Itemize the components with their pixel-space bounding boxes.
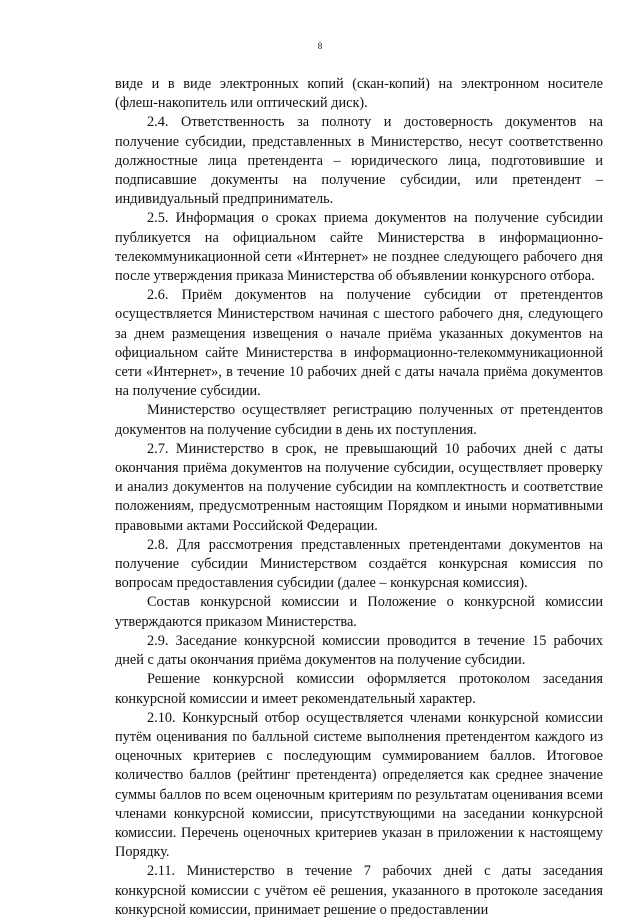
page-number: 8: [317, 41, 323, 51]
paragraph-2-8: 2.8. Для рассмотрения представленных претендентами документов на получение субсидии Министерством создаётся конкурсная комиссия по вопросам предоставления субсидии (далее – конкурсная комиссия).: [115, 536, 603, 592]
document-body: [115, 75, 603, 920]
paragraph-2-11: 2.11. Министерство в течение 7 рабочих дней с даты заседания конкурсной комиссии с учётом её решения, указанного в протоколе заседания конкурсной комиссии, принимает решение о предоставлении: [115, 863, 603, 918]
paragraph-commission-decision: Решение конкурсной комиссии оформляется протоколом заседания конкурсной комиссии и имеет рекомендательный характер.: [115, 671, 603, 707]
paragraph-continuation: виде и в виде электронных копий (скан-копий) на электронном носителе (флеш-накопитель или оптический диск).: [115, 76, 603, 112]
paragraph-commission-composition: Состав конкурсной комиссии и Положение о конкурсной комиссии утверждаются приказом Министерства.: [115, 594, 603, 630]
paragraph-registration: Министерство осуществляет регистрацию полученных от претендентов документов на получение субсидии в день их поступления.: [115, 402, 603, 438]
paragraph-2-9: 2.9. Заседание конкурсной комиссии проводится в течение 15 рабочих дней с даты окончания приёма документов на получение субсидии.: [115, 632, 603, 669]
paragraph-2-5: 2.5. Информация о сроках приема документов на получение субсидии публикуется на официальном сайте Министерства в информационно-телекоммуникационной сети «Интернет» не позднее следующего рабочего дня после утверждения приказа Министерства об объявлении конкурсного отбора.: [115, 210, 603, 285]
paragraph-2-6: 2.6. Приём документов на получение субсидии от претендентов осуществляется Министерством начиная с шестого рабочего дня, следующего за днем размещения извещения о начале приёма указанных документов на официальном сайте Министерства в информационно-телекоммуникационной сети «Интернет», в течение 10 рабочих дней с даты начала приёма документов на получение субсидии.: [115, 287, 603, 400]
paragraph-2-7: 2.7. Министерство в срок, не превышающий 10 рабочих дней с даты окончания приёма документов на получение субсидии, осуществляет проверку и анализ документов на получение субсидии на комплектность и соответствие положениям, предусмотренным настоящим Порядком и иными нормативными правовыми актами Российской Федерации.: [115, 440, 603, 534]
paragraph-2-10: 2.10. Конкурсный отбор осуществляется членами конкурсной комиссии путём оценивания по балльной системе выполнения претендентом каждого из оценочных критериев с последующим суммированием баллов. Итоговое количество баллов (рейтинг претендента) определяется как среднее значение суммы баллов по всем оценочным критериям по результатам оценивания всеми членами конкурсной комиссии, присутствующими на заседании конкурсной комиссии. Перечень оценочных критериев указан в приложении к настоящему Порядку.: [115, 709, 603, 861]
paragraph-2-4: 2.4. Ответственность за полноту и достоверность документов на получение субсидии, представленных в Министерство, несут соответственно должностные лица претендента – юридического лица, подготовившие и подписавшие документы на получение субсидии, или претендент – индивидуальный предприниматель.: [115, 114, 603, 208]
